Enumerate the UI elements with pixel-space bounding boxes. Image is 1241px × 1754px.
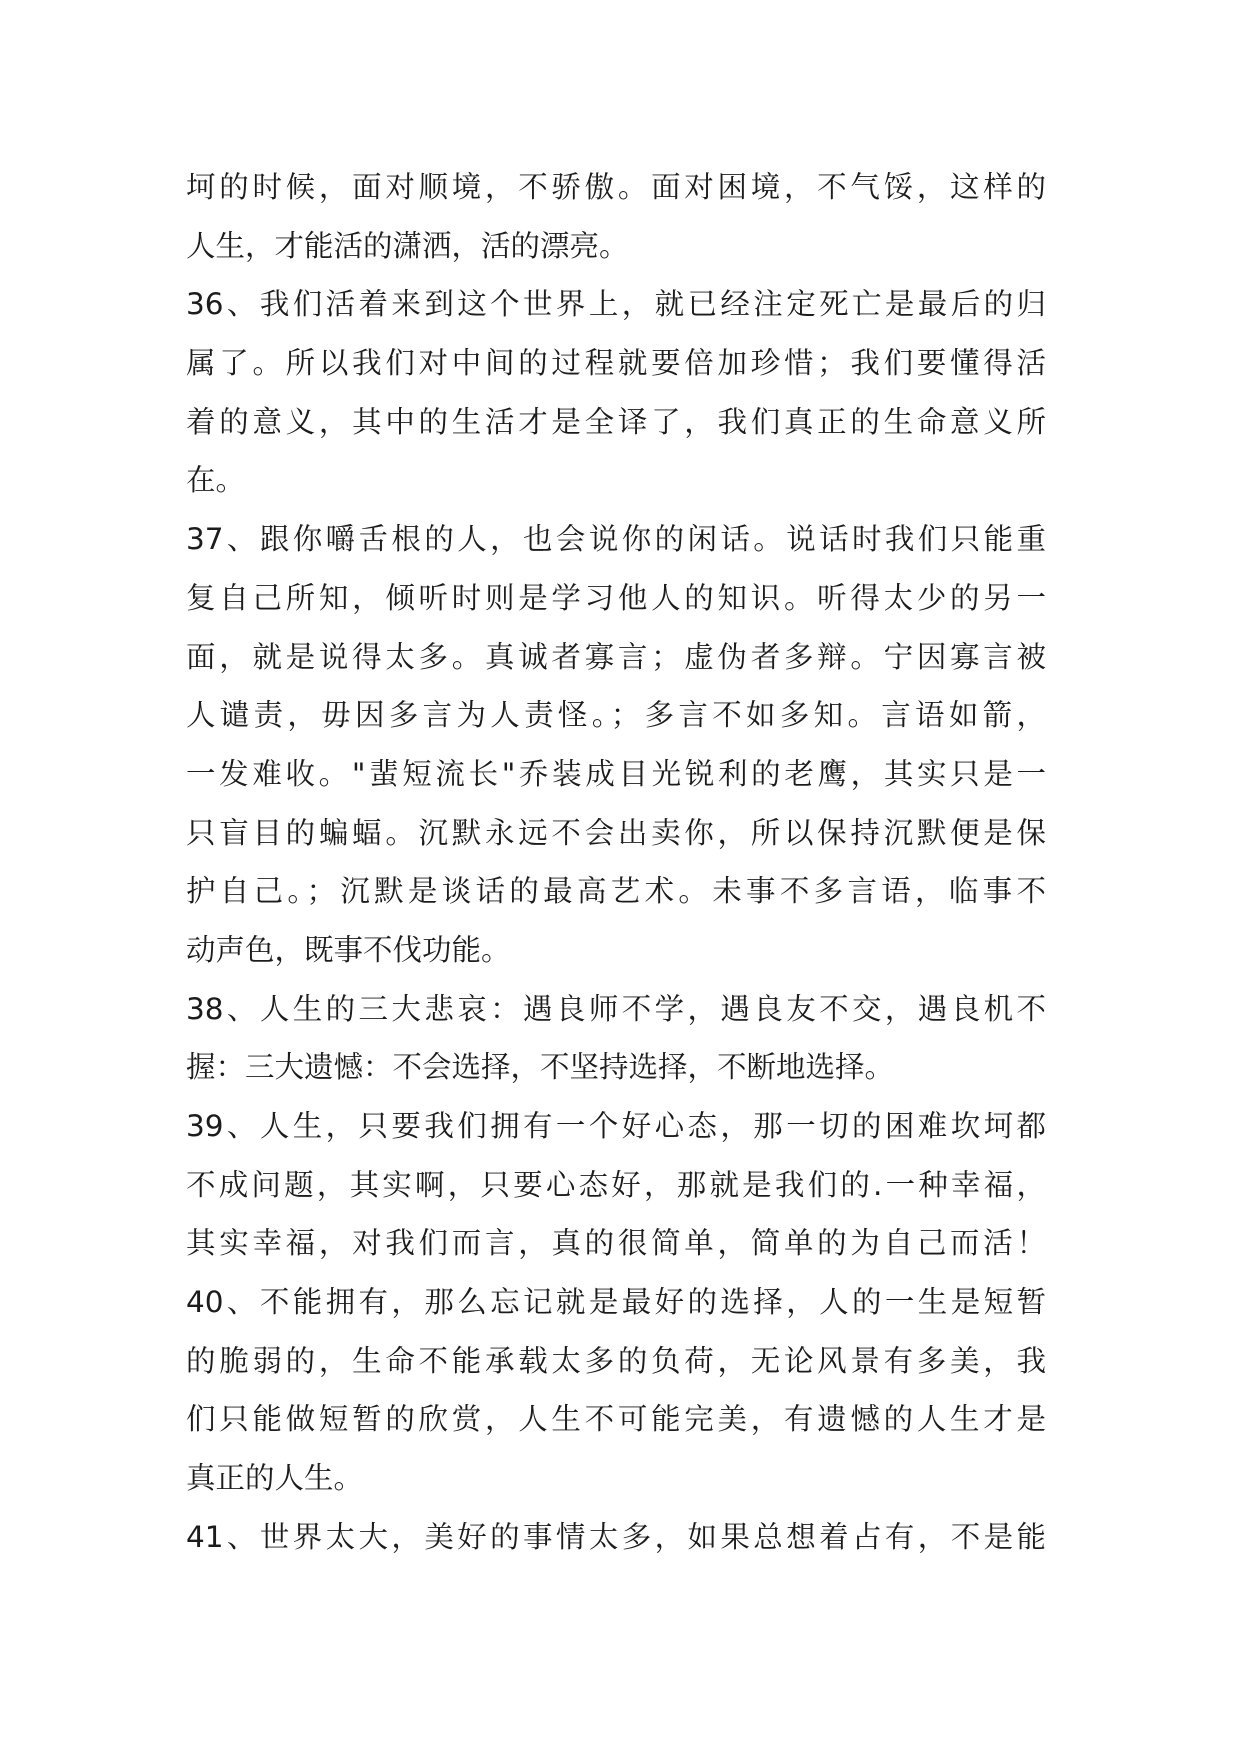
text-line: 其实幸福，对我们而言，真的很简单，简单的为自己而活！ bbox=[186, 1226, 1046, 1261]
text-line: 人谴责，毋因多言为人责怪。；多言不如多知。言语如箭， bbox=[186, 698, 1046, 733]
text-line: 着的意义，其中的生活才是全译了，我们真正的生命意义所 bbox=[186, 404, 1046, 439]
text-line: 39、人生，只要我们拥有一个好心态，那一切的困难坎坷都 bbox=[186, 1109, 1046, 1143]
text-line: 的脆弱的，生命不能承载太多的负荷，无论风景有多美，我 bbox=[186, 1343, 1046, 1378]
text-line: 36、我们活着来到这个世界上，就已经注定死亡是最后的归 bbox=[186, 287, 1046, 322]
text-line: 38、人生的三大悲哀：遇良师不学，遇良友不交，遇良机不 bbox=[186, 991, 1046, 1026]
text-line: 只盲目的蝙蝠。沉默永远不会出卖你，所以保持沉默便是保 bbox=[186, 815, 1046, 850]
text-line: 们只能做短暂的欣赏，人生不可能完美，有遗憾的人生才是 bbox=[186, 1402, 1046, 1437]
text-line: 41、世界太大，美好的事情太多，如果总想着占有，不是能 bbox=[186, 1519, 1046, 1554]
text-line: 握：三大遗憾：不会选择，不坚持选择，不断地选择。 bbox=[186, 1050, 895, 1085]
body-text bbox=[186, 158, 1046, 1567]
text-line: 一发难收。"蜚短流长"乔装成目光锐利的老鹰，其实只是一 bbox=[186, 756, 1046, 791]
text-line: 复自己所知，倾听时则是学习他人的知识。听得太少的另一 bbox=[186, 580, 1046, 615]
text-line: 37、跟你嚼舌根的人，也会说你的闲话。说话时我们只能重 bbox=[186, 522, 1046, 557]
text-line: 坷的时候，面对顺境，不骄傲。面对困境，不气馁，这样的 bbox=[186, 170, 1046, 204]
text-line: 面，就是说得太多。真诚者寡言；虚伪者多辩。宁因寡言被 bbox=[186, 639, 1046, 674]
text-line: 护自己。；沉默是谈话的最高艺术。未事不多言语，临事不 bbox=[186, 874, 1046, 909]
text-line: 属了。所以我们对中间的过程就要倍加珍惜；我们要懂得活 bbox=[186, 346, 1046, 381]
text-line: 40、不能拥有，那么忘记就是最好的选择，人的一生是短暂 bbox=[186, 1285, 1046, 1320]
text-line: 人生，才能活的潇洒，活的漂亮。 bbox=[186, 228, 629, 263]
text-line: 动声色，既事不伐功能。 bbox=[186, 932, 511, 967]
text-line: 在。 bbox=[186, 463, 246, 498]
text-line: 真正的人生。 bbox=[186, 1461, 364, 1496]
text-line: 不成问题，其实啊，只要心态好，那就是我们的.一种幸福， bbox=[186, 1167, 1046, 1202]
